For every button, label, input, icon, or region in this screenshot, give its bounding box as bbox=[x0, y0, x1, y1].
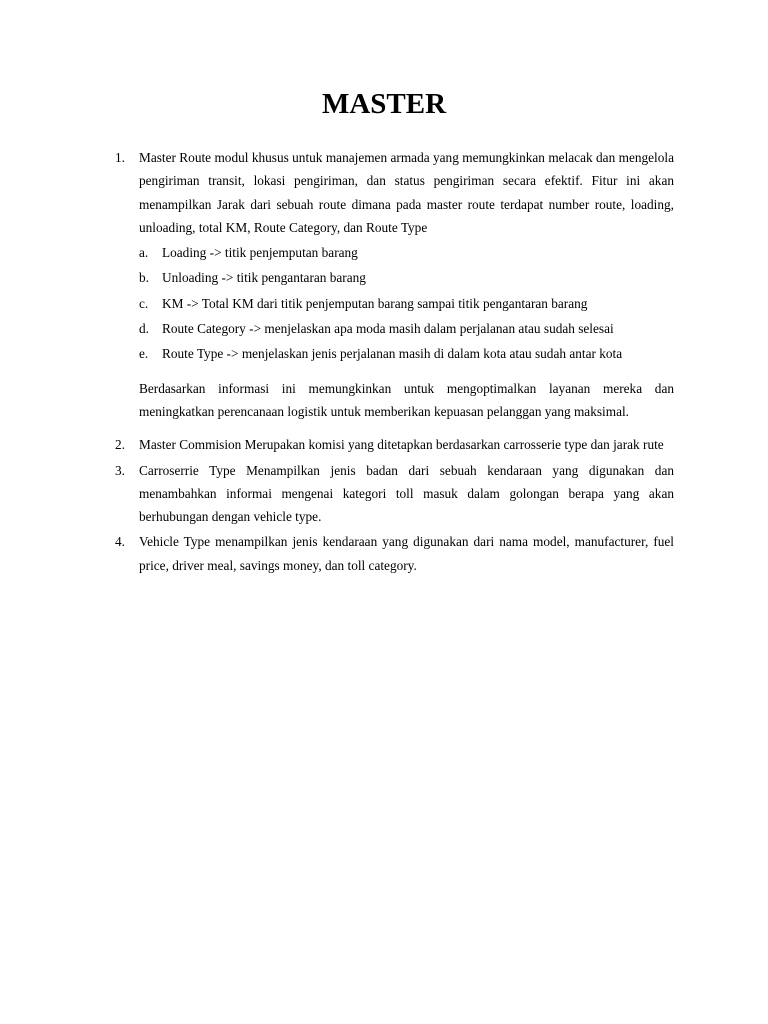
sub-item-text: Loading -> titik penjemputan barang bbox=[162, 245, 358, 261]
page-title: MASTER bbox=[321, 88, 447, 120]
list-number: 3. bbox=[115, 462, 125, 478]
sub-item-d bbox=[139, 317, 674, 340]
list-item-4 bbox=[115, 530, 674, 577]
sub-item-letter: e. bbox=[139, 346, 149, 362]
list-item-3 bbox=[115, 459, 674, 529]
list-item-text: Master Commision Merupakan komisi yang ditetapkan berdasarkan carrosserie type dan jarak rute bbox=[139, 437, 664, 453]
sub-item-e bbox=[139, 342, 674, 365]
sub-item-letter: a. bbox=[139, 245, 149, 261]
list-number: 4. bbox=[115, 534, 125, 550]
list-item-2 bbox=[115, 433, 674, 456]
sub-item-text: Route Category -> menjelaskan apa moda masih dalam perjalanan atau sudah selesai bbox=[162, 321, 614, 337]
sub-item-text: Route Type -> menjelaskan jenis perjalanan masih di dalam kota atau sudah antar kota bbox=[162, 346, 623, 362]
list-item-text: Master Route modul khusus untuk manajemen armada yang memungkinkan melacak dan mengelola pengiriman transit, lokasi pengiriman, dan status pengiriman secara efektif. Fitur ini akan menampilkan Jarak dari sebuah route dimana pada master route terdapat number route, loading, unloading, total KM, Route Category, dan Route Type bbox=[139, 150, 674, 235]
sub-item-a bbox=[139, 241, 674, 264]
sub-item-b bbox=[139, 266, 674, 289]
list-item-1 bbox=[115, 146, 674, 423]
document-body bbox=[115, 146, 674, 577]
sub-item-letter: c. bbox=[139, 295, 149, 311]
list-number: 2. bbox=[115, 437, 125, 453]
sub-item-text: KM -> Total KM dari titik penjemputan barang sampai titik pengantaran barang bbox=[162, 295, 588, 311]
list-item-text: Carroserrie Type Menampilkan jenis badan dari sebuah kendaraan yang digunakan dan menambahkan informai mengenai kategori toll masuk dalam golongan berapa yang akan berhubungan dengan vehicle type. bbox=[139, 462, 674, 525]
list-item-text: Vehicle Type menampilkan jenis kendaraan yang digunakan dari nama model, manufacturer, fuel price, driver meal, savings money, dan toll category. bbox=[139, 534, 674, 573]
summary-paragraph: Berdasarkan informasi ini memungkinkan untuk mengoptimalkan layanan mereka dan meningkatkan perencanaan logistik untuk memberikan kepuasan pelanggan yang maksimal. bbox=[139, 380, 674, 419]
list-number: 1. bbox=[115, 150, 125, 165]
sub-item-letter: d. bbox=[139, 321, 149, 337]
sub-item-letter: b. bbox=[139, 270, 149, 286]
sub-item-text: Unloading -> titik pengantaran barang bbox=[162, 270, 366, 286]
sub-item-c bbox=[139, 292, 674, 315]
